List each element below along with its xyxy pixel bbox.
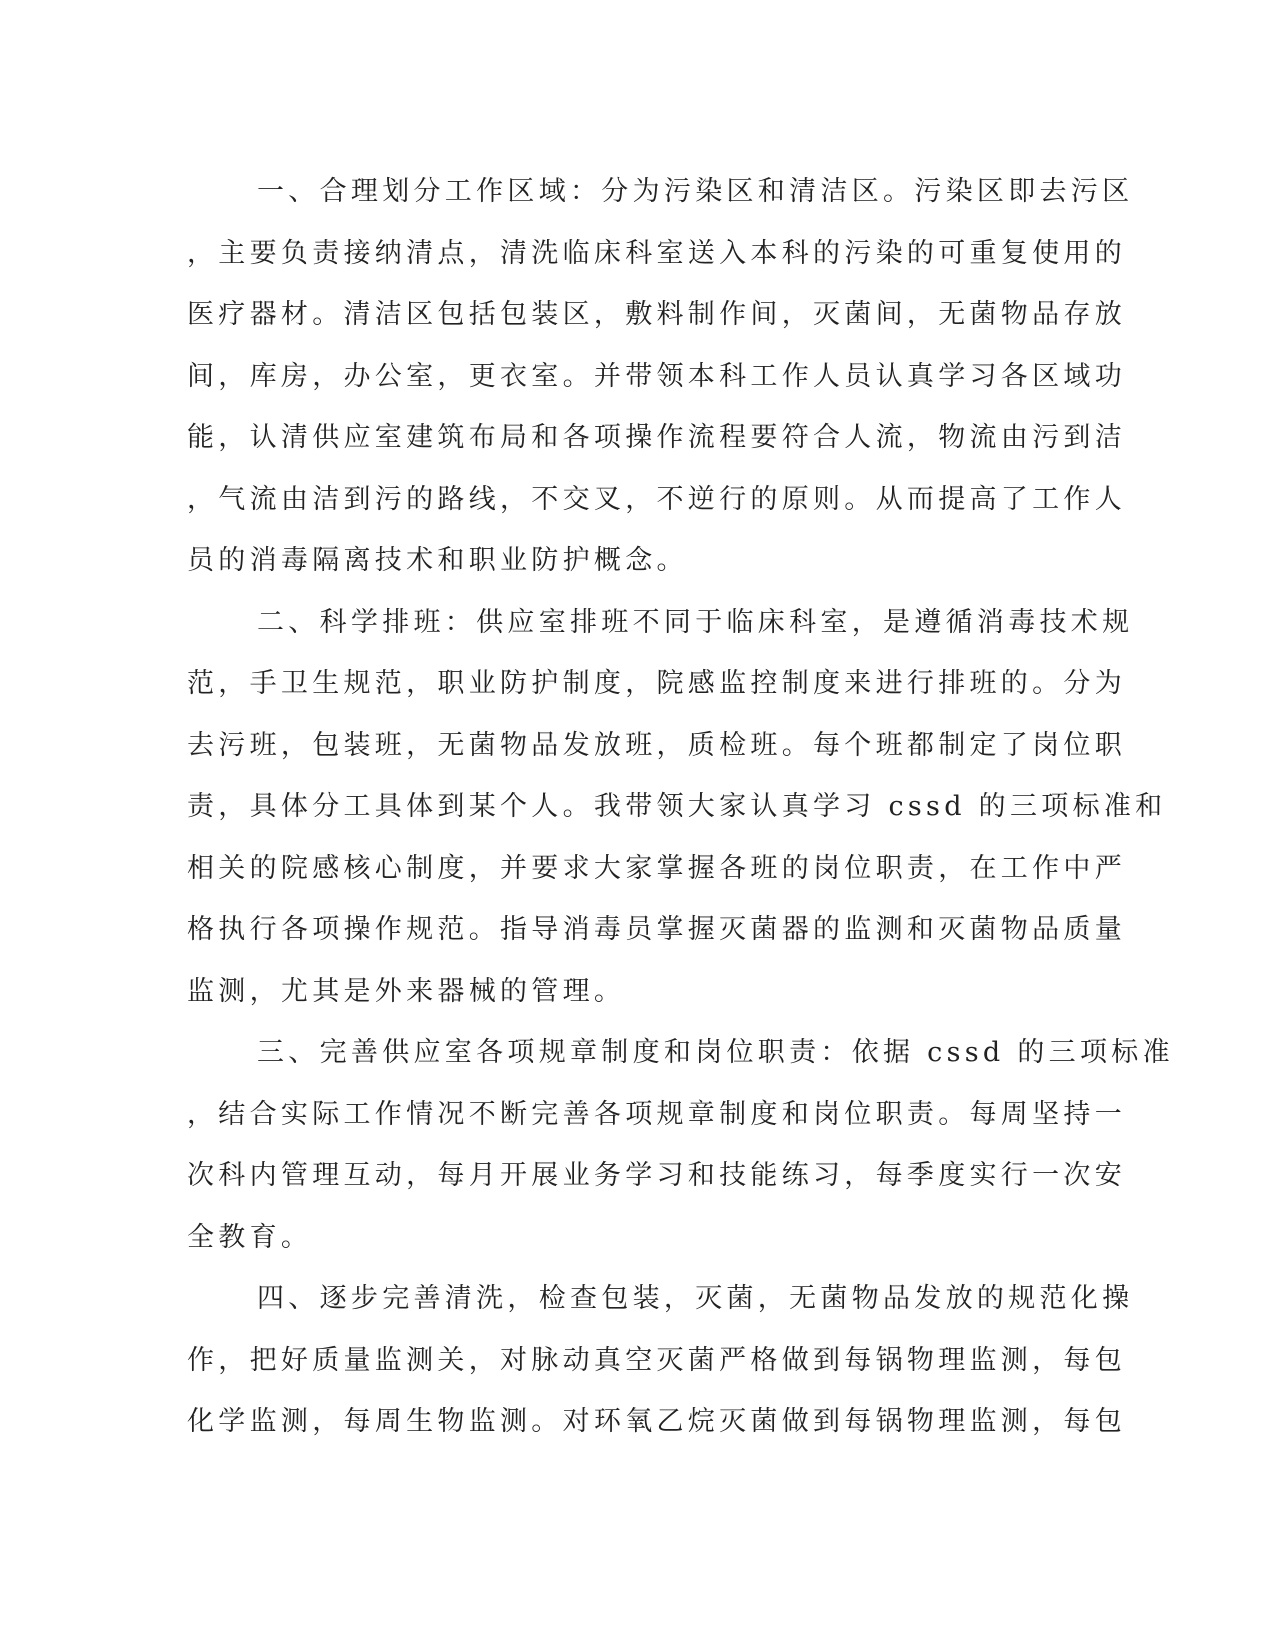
paragraph-first-line: 二、科学排班：供应室排班不同于临床科室，是遵循消毒技术规 [257,606,1134,638]
text-line: ，结合实际工作情况不断完善各项规章制度和岗位职责。每周坚持一 [187,1098,1126,1130]
text-line: 化学监测，每周生物监测。对环氧乙烷灭菌做到每锅物理监测，每包 [187,1406,1126,1437]
text-line: 员的消毒隔离技术和职业防护概念。 [187,545,688,576]
text-line: 去污班，包装班，无菌物品发放班，质检班。每个班都制定了岗位职 [187,729,1126,761]
text-line: 监测，尤其是外来器械的管理。 [187,975,626,1007]
text-line: 能，认清供应室建筑布局和各项操作流程要符合人流，物流由污到洁 [187,422,1126,453]
text-line: 全教育。 [187,1221,313,1253]
text-line: 作，把好质量监测关，对脉动真空灭菌严格做到每锅物理监测，每包 [187,1344,1126,1376]
paragraph-first-line: 四、逐步完善清洗，检查包装，灭菌，无菌物品发放的规范化操 [257,1283,1134,1314]
paragraph-first-line: 一、合理划分工作区域：分为污染区和清洁区。污染区即去污区 [257,176,1134,207]
text-line: ，气流由洁到污的路线，不交叉，不逆行的原则。从而提高了工作人 [187,483,1126,515]
text-line: 范，手卫生规范，职业防护制度，院感监控制度来进行排班的。分为 [187,668,1126,699]
document-body [187,161,1174,1453]
text-line: 相关的院感核心制度，并要求大家掌握各班的岗位职责，在工作中严 [187,852,1126,884]
text-line: 医疗器材。清洁区包括包装区，敷料制作间，灭菌间，无菌物品存放 [187,299,1126,330]
text-line: 格执行各项操作规范。指导消毒员掌握灭菌器的监测和灭菌物品质量 [187,914,1126,945]
text-line: 间，库房，办公室，更衣室。并带领本科工作人员认真学习各区域功 [187,360,1126,392]
text-line: ，主要负责接纳清点，清洗临床科室送入本科的污染的可重复使用的 [187,237,1126,269]
paragraph-first-line: 三、完善供应室各项规章制度和岗位职责：依据 cssd 的三项标准 [257,1037,1174,1068]
text-line: 责，具体分工具体到某个人。我带领大家认真学习 cssd 的三项标准和 [187,791,1167,822]
text-line: 次科内管理互动，每月开展业务学习和技能练习，每季度实行一次安 [187,1160,1126,1191]
